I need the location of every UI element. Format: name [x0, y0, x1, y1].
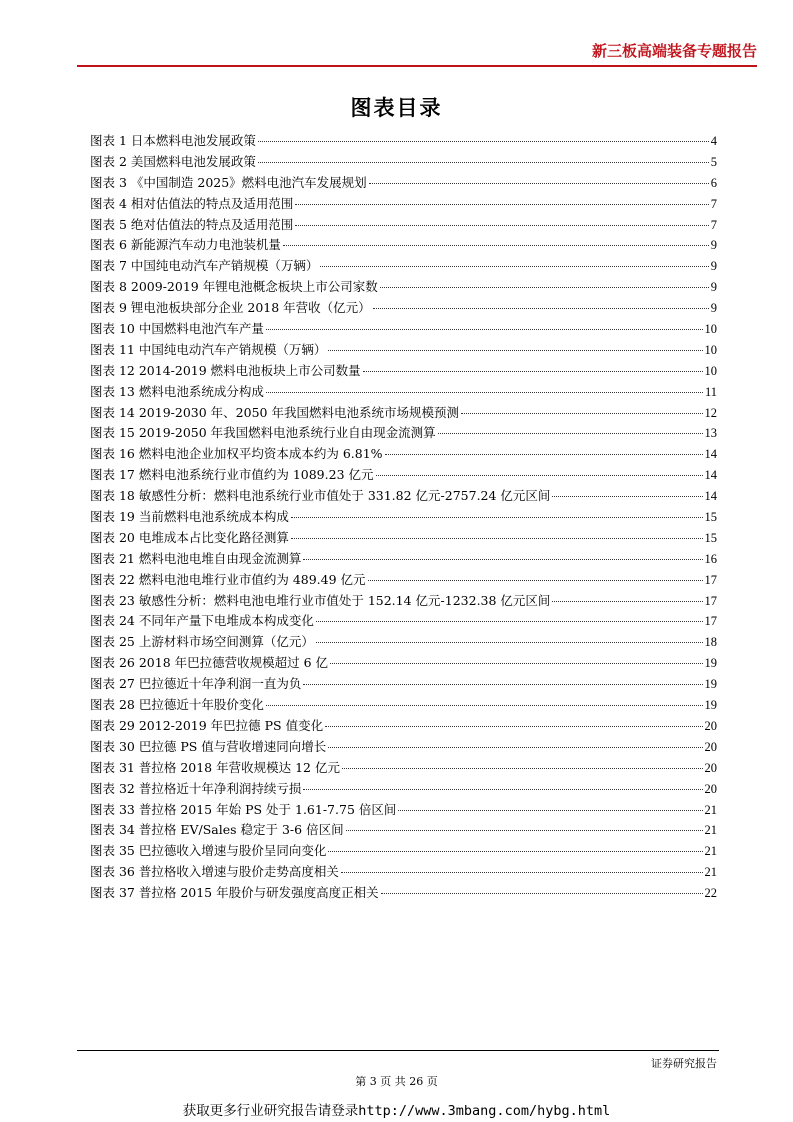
toc-entry-page: 10: [704, 363, 717, 378]
toc-entry-label: 图表 35 巴拉德收入增速与股价呈同向变化: [90, 843, 327, 859]
toc-entry[interactable]: [90, 235, 717, 256]
toc-entry-label: 图表 13 燃料电池系统成分构成: [90, 383, 264, 399]
toc-leader-dots: [341, 872, 703, 873]
toc-entry[interactable]: [90, 883, 717, 904]
toc-entry-label: 图表 19 当前燃料电池系统成本构成: [90, 509, 289, 525]
toc-entry-page: 10: [704, 342, 717, 357]
toc-entry[interactable]: [90, 528, 717, 549]
toc-entry[interactable]: [90, 403, 717, 424]
toc-entry-page: 13: [704, 426, 717, 441]
toc-leader-dots: [552, 496, 702, 497]
toc-entry-label: 图表 23 敏感性分析：燃料电池电堆行业市值处于 152.14 亿元-1232.38 亿元区间: [90, 592, 551, 608]
toc-entry-page: 6: [710, 175, 717, 190]
toc-leader-dots: [316, 642, 703, 643]
toc-entry-page: 12: [704, 405, 717, 420]
banner-link[interactable]: http://www.3mbang.com/hybg.html: [358, 1103, 611, 1119]
toc-entry[interactable]: [90, 173, 717, 194]
toc-entry-label: 图表 33 普拉格 2015 年始 PS 处于 1.61-7.75 倍区间: [90, 801, 397, 817]
toc-entry-page: 14: [704, 489, 717, 504]
toc-leader-dots: [325, 726, 702, 727]
toc-heading: 图表目录: [350, 96, 443, 120]
toc-entry[interactable]: [90, 256, 717, 277]
header-divider: [77, 65, 757, 67]
toc-leader-dots: [373, 308, 709, 309]
toc-entry[interactable]: [90, 632, 717, 653]
toc-entry-label: 图表 30 巴拉德 PS 值与营收增速同向增长: [90, 738, 327, 754]
toc-leader-dots: [330, 663, 702, 664]
toc-leader-dots: [320, 266, 708, 267]
toc-leader-dots: [258, 162, 709, 163]
toc-leader-dots: [303, 684, 702, 685]
toc-entry-page: 18: [704, 635, 717, 650]
toc-entry[interactable]: [90, 570, 717, 591]
toc-entry[interactable]: [90, 716, 717, 737]
toc-entry[interactable]: [90, 674, 717, 695]
toc-entry[interactable]: [90, 152, 717, 173]
toc-entry[interactable]: [90, 549, 717, 570]
report-series-title: 新三板高端装备专题报告: [591, 42, 757, 60]
toc-entry-label: 图表 18 敏感性分析：燃料电池系统行业市值处于 331.82 亿元-2757.24 亿元区间: [90, 488, 551, 504]
toc-entry-page: 21: [704, 802, 717, 817]
toc-leader-dots: [266, 392, 703, 393]
toc-entry-label: 图表 17 燃料电池系统行业市值约为 1089.23 亿元: [90, 467, 374, 483]
toc-leader-dots: [385, 454, 703, 455]
toc-entry-page: 21: [704, 823, 717, 838]
toc-entry-page: 7: [710, 217, 717, 232]
toc-entry[interactable]: [90, 611, 717, 632]
toc-entry[interactable]: [90, 277, 717, 298]
toc-entry-label: 图表 4 相对估值法的特点及适用范围: [90, 195, 294, 211]
toc-leader-dots: [369, 183, 709, 184]
toc-entry-label: 图表 21 燃料电池电堆自由现金流测算: [90, 550, 302, 566]
toc-entry-page: 17: [704, 593, 717, 608]
toc-entry-label: 图表 36 普拉格收入增速与股价走势高度相关: [90, 864, 339, 880]
toc-leader-dots: [295, 225, 708, 226]
toc-entry[interactable]: [90, 758, 717, 779]
footer-divider: [77, 1050, 719, 1051]
toc-entry[interactable]: [90, 820, 717, 841]
toc-entry-label: 图表 6 新能源汽车动力电池装机量: [90, 237, 281, 253]
toc-entry-label: 图表 3 《中国制造 2025》燃料电池汽车发展规划: [90, 174, 367, 190]
report-type-label: 证券研究报告: [651, 1057, 717, 1070]
toc-entry-label: 图表 25 上游材料市场空间测算（亿元）: [90, 634, 314, 650]
toc-entry-page: 9: [710, 280, 717, 295]
toc-entry-page: 9: [710, 301, 717, 316]
toc-leader-dots: [461, 413, 703, 414]
toc-entry-label: 图表 2 美国燃料电池发展政策: [90, 153, 256, 169]
toc-entry-label: 图表 32 普拉格近十年净利润持续亏损: [90, 780, 302, 796]
toc-entry-page: 17: [704, 572, 717, 587]
toc-entry-label: 图表 31 普拉格 2018 年营收规模达 12 亿元: [90, 759, 340, 775]
toc-leader-dots: [368, 580, 703, 581]
toc-leader-dots: [438, 433, 703, 434]
toc-entry-page: 10: [704, 322, 717, 337]
toc-entry-label: 图表 7 中国纯电动汽车产销规模（万辆）: [90, 258, 319, 274]
toc-entry-page: 22: [704, 886, 717, 901]
toc-entry-page: 20: [704, 760, 717, 775]
page-number: 第 3 页 共 26 页: [355, 1075, 438, 1088]
toc-leader-dots: [363, 371, 703, 372]
toc-entry-page: 20: [704, 718, 717, 733]
toc-entry-page: 16: [704, 551, 717, 566]
toc-entry-label: 图表 1 日本燃料电池发展政策: [90, 133, 256, 148]
toc-leader-dots: [328, 350, 702, 351]
toc-entry-label: 图表 12 2014-2019 燃料电池板块上市公司数量: [90, 362, 361, 378]
toc-entry-page: 14: [704, 447, 717, 462]
toc-entry-page: 15: [704, 510, 717, 525]
toc-entry[interactable]: [90, 444, 717, 465]
toc-entry-page: 5: [710, 154, 717, 169]
toc-entry-page: 11: [704, 384, 717, 399]
toc-list: [90, 131, 717, 904]
footer-banner: [0, 1099, 793, 1119]
toc-entry-label: 图表 14 2019-2030 年、2050 年我国燃料电池系统市场规模预测: [90, 404, 459, 420]
toc-entry-label: 图表 11 中国纯电动汽车产销规模（万辆）: [90, 341, 327, 357]
toc-leader-dots: [266, 705, 703, 706]
toc-entry[interactable]: [90, 131, 717, 152]
toc-leader-dots: [398, 810, 702, 811]
toc-entry[interactable]: [90, 862, 717, 883]
toc-entry[interactable]: [90, 465, 717, 486]
toc-entry-label: 图表 28 巴拉德近十年股价变化: [90, 697, 264, 713]
toc-entry[interactable]: [90, 382, 717, 403]
toc-leader-dots: [381, 893, 703, 894]
toc-entry-label: 图表 9 锂电池板块部分企业 2018 年营收（亿元）: [90, 300, 371, 316]
toc-entry-page: 21: [704, 844, 717, 859]
toc-leader-dots: [258, 141, 709, 142]
toc-entry-page: 9: [710, 259, 717, 274]
toc-leader-dots: [342, 768, 703, 769]
toc-entry[interactable]: [90, 841, 717, 862]
toc-entry-page: 20: [704, 739, 717, 754]
toc-entry-page: 4: [710, 134, 717, 148]
toc-entry-label: 图表 22 燃料电池电堆行业市值约为 489.49 亿元: [90, 571, 366, 587]
toc-entry[interactable]: [90, 298, 717, 319]
toc-entry-label: 图表 34 普拉格 EV/Sales 稳定于 3-6 倍区间: [90, 822, 344, 838]
toc-leader-dots: [295, 204, 708, 205]
toc-entry[interactable]: [90, 779, 717, 800]
toc-entry-page: 19: [704, 656, 717, 671]
toc-entry[interactable]: [90, 591, 717, 612]
toc-entry-page: 21: [704, 865, 717, 880]
banner-text: 获取更多行业研究报告请登录: [182, 1103, 359, 1119]
toc-entry[interactable]: [90, 194, 717, 215]
toc-entry[interactable]: [90, 486, 717, 507]
toc-leader-dots: [291, 517, 703, 518]
toc-entry-label: 图表 10 中国燃料电池汽车产量: [90, 321, 264, 337]
toc-entry-label: 图表 16 燃料电池企业加权平均资本成本约为 6.81%: [90, 446, 383, 462]
toc-entry[interactable]: [90, 507, 717, 528]
toc-entry[interactable]: [90, 319, 717, 340]
toc-leader-dots: [328, 851, 702, 852]
toc-entry[interactable]: [90, 737, 717, 758]
toc-entry-page: 20: [704, 781, 717, 796]
toc-entry[interactable]: [90, 695, 717, 716]
toc-entry-page: 7: [710, 196, 717, 211]
toc-leader-dots: [303, 789, 702, 790]
toc-entry-label: 图表 29 2012-2019 年巴拉德 PS 值变化: [90, 717, 324, 733]
toc-entry-label: 图表 27 巴拉德近十年净利润一直为负: [90, 676, 302, 692]
toc-leader-dots: [316, 621, 703, 622]
toc-entry-label: 图表 20 电堆成本占比变化路径测算: [90, 529, 289, 545]
toc-entry-page: 17: [704, 614, 717, 629]
toc-leader-dots: [291, 538, 703, 539]
toc-leader-dots: [376, 475, 703, 476]
toc-leader-dots: [346, 830, 703, 831]
toc-entry-label: 图表 24 不同年产量下电堆成本构成变化: [90, 613, 314, 629]
toc-leader-dots: [283, 245, 709, 246]
toc-entry-label: 图表 26 2018 年巴拉德营收规模超过 6 亿: [90, 655, 329, 671]
toc-entry[interactable]: [90, 361, 717, 382]
toc-entry-label: 图表 5 绝对估值法的特点及适用范围: [90, 216, 294, 232]
toc-leader-dots: [328, 747, 702, 748]
toc-entry-label: 图表 37 普拉格 2015 年股价与研发强度高度正相关: [90, 885, 379, 901]
toc-entry-page: 15: [704, 530, 717, 545]
toc-entry[interactable]: [90, 800, 717, 821]
toc-entry-page: 14: [704, 468, 717, 483]
toc-entry[interactable]: [90, 653, 717, 674]
toc-entry-page: 19: [704, 677, 717, 692]
toc-leader-dots: [380, 287, 709, 288]
toc-entry-page: 9: [710, 238, 717, 253]
toc-entry[interactable]: [90, 423, 717, 444]
toc-entry[interactable]: [90, 340, 717, 361]
toc-entry[interactable]: [90, 215, 717, 236]
toc-entry-label: 图表 15 2019-2050 年我国燃料电池系统行业自由现金流测算: [90, 425, 436, 441]
toc-entry-label: 图表 8 2009-2019 年锂电池概念板块上市公司家数: [90, 279, 378, 295]
toc-entry-page: 19: [704, 698, 717, 713]
toc-leader-dots: [303, 559, 702, 560]
toc-leader-dots: [266, 329, 703, 330]
toc-leader-dots: [552, 601, 702, 602]
